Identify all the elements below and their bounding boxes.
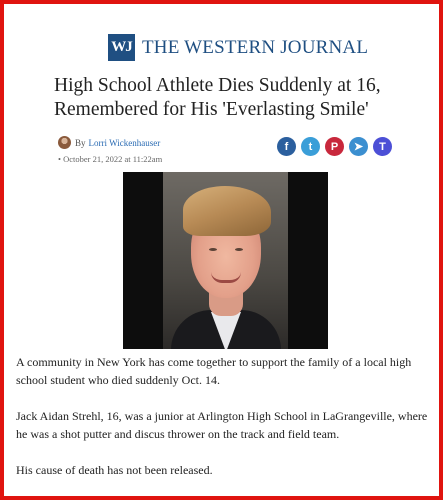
telegram-icon[interactable]: ➤ bbox=[349, 137, 368, 156]
article-headline: High School Athlete Dies Suddenly at 16, Remembered for His 'Everlasting Smile' bbox=[54, 75, 381, 120]
publish-date: • October 21, 2022 at 11:22am bbox=[58, 154, 163, 164]
photo-eye-right bbox=[235, 248, 243, 251]
facebook-icon[interactable]: f bbox=[277, 137, 296, 156]
truth-social-icon[interactable]: T bbox=[373, 137, 392, 156]
twitter-icon[interactable]: t bbox=[301, 137, 320, 156]
paragraph-1: A community in New York has come together to support the family of a local high school student who died suddenly Oct. 14. bbox=[16, 355, 412, 387]
masthead[interactable] bbox=[108, 34, 368, 61]
paragraph-3: His cause of death has not been released. bbox=[16, 463, 213, 477]
author-avatar[interactable] bbox=[58, 136, 71, 149]
share-buttons bbox=[277, 137, 392, 156]
site-logo[interactable]: WJ bbox=[108, 34, 135, 61]
photo-hair bbox=[183, 186, 271, 236]
paragraph-2: Jack Aidan Strehl, 16, was a junior at Arlington High School in LaGrangeville, where he was a shot putter and discus thrower on the track and field team. bbox=[16, 409, 428, 441]
photo-eye-left bbox=[209, 248, 217, 251]
article-photo bbox=[123, 172, 328, 349]
publish-date-text: October 21, 2022 at 11:22am bbox=[63, 154, 163, 164]
byline-prefix: By bbox=[75, 137, 86, 148]
author-link[interactable]: Lorri Wickenhauser bbox=[88, 137, 161, 148]
parler-icon[interactable]: P bbox=[325, 137, 344, 156]
byline bbox=[58, 136, 160, 149]
site-brand-name[interactable]: THE WESTERN JOURNAL bbox=[142, 36, 369, 58]
